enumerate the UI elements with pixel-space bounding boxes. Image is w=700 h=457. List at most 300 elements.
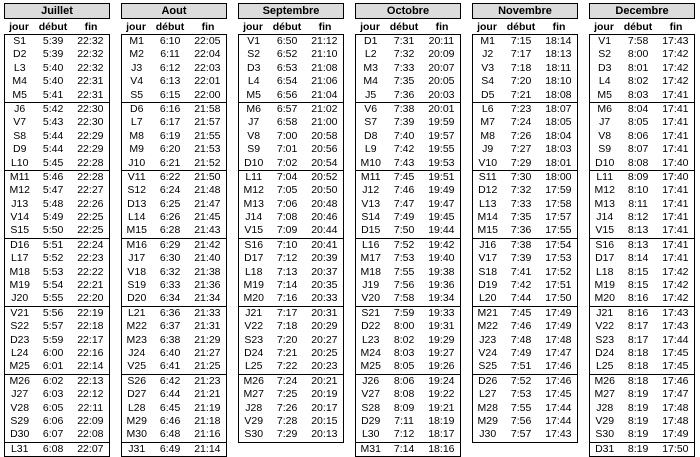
- start-time-cell: 8:06: [393, 374, 415, 387]
- start-time-cell: 6:42: [159, 374, 181, 387]
- day-cell: D10: [595, 156, 615, 169]
- end-time-cell: 17:43: [545, 428, 572, 441]
- table-row: [122, 292, 226, 306]
- table-row: [5, 211, 109, 224]
- day-cell: S4: [481, 75, 495, 88]
- table-row: [356, 62, 460, 75]
- end-time-cell: 17:50: [545, 292, 572, 305]
- day-cell: M27: [243, 388, 264, 401]
- start-time-cell: 7:32: [393, 48, 415, 61]
- day-cell: L16: [361, 238, 380, 251]
- table-row: [590, 307, 694, 320]
- day-cell: V3: [481, 61, 495, 74]
- day-cell: L25: [244, 360, 263, 373]
- table-row: [5, 292, 109, 306]
- start-time-cell: 6:40: [159, 346, 181, 359]
- day-cell: S11: [478, 170, 497, 183]
- day-cell: L13: [478, 197, 497, 210]
- day-cell: M18: [360, 265, 381, 278]
- table-row: [5, 130, 109, 143]
- start-time-cell: 7:27: [510, 143, 532, 156]
- end-time-cell: 22:19: [77, 306, 104, 319]
- day-cell: V4: [130, 75, 144, 88]
- end-time-cell: 17:41: [662, 252, 689, 265]
- table-row: [473, 171, 577, 184]
- end-time-cell: 19:24: [428, 374, 455, 387]
- day-cell: L2: [364, 48, 377, 61]
- day-cell: D8: [364, 129, 378, 142]
- day-cell: D2: [13, 48, 27, 61]
- start-time-cell: 8:03: [393, 346, 415, 359]
- day-cell: V1: [247, 35, 261, 47]
- day-cell: L18: [595, 265, 614, 278]
- end-time-cell: 22:30: [77, 116, 104, 129]
- day-cell: M12: [243, 184, 264, 197]
- start-time-cell: 7:21: [510, 88, 532, 101]
- start-time-cell: 5:44: [42, 129, 64, 142]
- table-row: [590, 239, 694, 252]
- month-table: [238, 34, 344, 443]
- start-time-cell: 8:13: [627, 238, 649, 251]
- table-row: [239, 143, 343, 156]
- table-row: [239, 103, 343, 116]
- end-time-cell: 20:58: [311, 129, 338, 142]
- end-time-cell: 19:57: [428, 129, 455, 142]
- day-cell: V24: [478, 346, 498, 359]
- table-row: [5, 75, 109, 88]
- table-row: [239, 198, 343, 211]
- day-cell: M13: [243, 197, 264, 210]
- day-cell: M5: [246, 88, 262, 101]
- start-time-cell: 7:56: [510, 414, 532, 427]
- table-row: [356, 157, 460, 171]
- start-time-cell: 7:14: [393, 442, 415, 455]
- day-cell: L27: [478, 388, 497, 401]
- day-cell: J31: [128, 442, 146, 455]
- start-time-cell: 7:16: [276, 292, 298, 305]
- day-cell: D17: [244, 252, 264, 265]
- end-time-cell: 22:08: [77, 428, 104, 441]
- start-time-cell: 6:22: [159, 170, 181, 183]
- header-debut: début: [623, 21, 653, 33]
- month-novembre: [472, 3, 578, 443]
- table-row: [122, 75, 226, 88]
- day-cell: S21: [361, 306, 381, 319]
- start-time-cell: 7:47: [393, 197, 415, 210]
- day-cell: L11: [596, 170, 614, 183]
- day-cell: M26: [9, 374, 30, 387]
- day-cell: D6: [130, 102, 144, 115]
- end-time-cell: 19:29: [428, 333, 455, 346]
- end-time-cell: 21:48: [194, 184, 221, 197]
- end-time-cell: 19:38: [428, 265, 455, 278]
- start-time-cell: 6:32: [159, 265, 181, 278]
- start-time-cell: 6:12: [159, 61, 181, 74]
- day-cell: M23: [126, 333, 147, 346]
- start-time-cell: 6:49: [159, 442, 181, 455]
- end-time-cell: 22:28: [77, 156, 104, 169]
- day-cell: M22: [126, 320, 147, 333]
- table-row: [590, 157, 694, 171]
- table-row: [5, 402, 109, 415]
- table-row: [590, 116, 694, 129]
- table-row: [5, 388, 109, 401]
- start-time-cell: 7:33: [393, 61, 415, 74]
- table-row: [239, 239, 343, 252]
- end-time-cell: 17:57: [545, 211, 572, 224]
- header-debut: début: [506, 21, 536, 33]
- end-time-cell: 21:40: [194, 252, 221, 265]
- day-cell: J28: [596, 401, 614, 414]
- end-time-cell: 21:43: [194, 224, 221, 237]
- table-row: [590, 402, 694, 415]
- start-time-cell: 6:54: [276, 75, 298, 88]
- end-time-cell: 20:39: [311, 252, 338, 265]
- table-row: [356, 103, 460, 116]
- start-time-cell: 7:51: [510, 360, 532, 373]
- start-time-cell: 6:25: [159, 197, 181, 210]
- table-row: [590, 224, 694, 238]
- day-cell: M17: [360, 252, 381, 265]
- day-cell: J6: [14, 102, 26, 115]
- end-time-cell: 17:49: [545, 306, 572, 319]
- end-time-cell: 20:44: [311, 224, 338, 237]
- start-time-cell: 6:21: [159, 156, 181, 169]
- day-cell: D30: [10, 428, 30, 441]
- day-cell: S1: [13, 35, 27, 47]
- end-time-cell: 17:41: [662, 143, 689, 156]
- table-row: [473, 279, 577, 292]
- start-time-cell: 7:49: [393, 211, 415, 224]
- end-time-cell: 18:00: [545, 170, 572, 183]
- day-cell: S22: [10, 320, 30, 333]
- end-time-cell: 22:27: [77, 184, 104, 197]
- table-row: [473, 143, 577, 156]
- end-time-cell: 18:01: [545, 156, 572, 169]
- start-time-cell: 7:24: [510, 116, 532, 129]
- table-row: [473, 402, 577, 415]
- end-time-cell: 20:41: [311, 238, 338, 251]
- table-row: [5, 279, 109, 292]
- start-time-cell: 5:49: [42, 211, 64, 224]
- end-time-cell: 18:03: [545, 143, 572, 156]
- table-row: [590, 415, 694, 428]
- day-cell: L6: [481, 102, 494, 115]
- table-row: [356, 224, 460, 238]
- table-row: [473, 252, 577, 265]
- day-cell: M11: [360, 170, 381, 183]
- table-row: [356, 198, 460, 211]
- end-time-cell: 18:16: [428, 442, 455, 455]
- end-time-cell: 17:41: [662, 211, 689, 224]
- start-time-cell: 7:02: [276, 156, 298, 169]
- end-time-cell: 22:16: [77, 346, 104, 359]
- start-time-cell: 7:14: [276, 279, 298, 292]
- table-row: [239, 62, 343, 75]
- start-time-cell: 5:45: [42, 156, 64, 169]
- start-time-cell: 7:39: [510, 252, 532, 265]
- start-time-cell: 7:05: [276, 184, 298, 197]
- table-row: [473, 320, 577, 333]
- day-cell: V1: [598, 35, 612, 47]
- table-row: [122, 334, 226, 347]
- start-time-cell: 5:40: [42, 75, 64, 88]
- table-row: [356, 320, 460, 333]
- start-time-cell: 8:07: [627, 143, 649, 156]
- table-row: [239, 171, 343, 184]
- end-time-cell: 22:23: [77, 252, 104, 265]
- end-time-cell: 22:25: [77, 224, 104, 237]
- start-time-cell: 8:03: [627, 88, 649, 101]
- end-time-cell: 18:10: [545, 75, 572, 88]
- start-time-cell: 7:22: [276, 360, 298, 373]
- end-time-cell: 17:42: [662, 292, 689, 305]
- day-cell: M15: [126, 224, 147, 237]
- table-row: [356, 75, 460, 88]
- start-time-cell: 7:10: [276, 238, 298, 251]
- day-cell: L18: [244, 265, 263, 278]
- end-time-cell: 17:42: [662, 279, 689, 292]
- end-time-cell: 18:05: [545, 116, 572, 129]
- day-cell: J7: [599, 116, 611, 129]
- table-row: [239, 116, 343, 129]
- day-cell: M8: [129, 129, 145, 142]
- table-row: [5, 157, 109, 171]
- start-time-cell: 8:18: [627, 346, 649, 359]
- day-cell: J13: [11, 197, 29, 210]
- day-cell: L3: [13, 61, 26, 74]
- day-cell: L28: [127, 401, 146, 414]
- start-time-cell: 8:00: [393, 320, 415, 333]
- day-cell: L14: [127, 211, 146, 224]
- end-time-cell: 17:44: [545, 401, 572, 414]
- start-time-cell: 6:33: [159, 279, 181, 292]
- start-time-cell: 7:09: [276, 224, 298, 237]
- month-table: [355, 34, 461, 457]
- end-time-cell: 21:14: [194, 442, 221, 455]
- end-time-cell: 22:00: [194, 88, 221, 101]
- start-time-cell: 6:50: [276, 35, 298, 47]
- start-time-cell: 7:42: [510, 279, 532, 292]
- start-time-cell: 7:33: [510, 197, 532, 210]
- start-time-cell: 7:55: [393, 265, 415, 278]
- column-headers: [355, 21, 461, 34]
- end-time-cell: 21:21: [194, 388, 221, 401]
- start-time-cell: 6:37: [159, 320, 181, 333]
- table-row: [122, 157, 226, 171]
- start-time-cell: 6:13: [159, 75, 181, 88]
- end-time-cell: 17:48: [662, 414, 689, 427]
- end-time-cell: 21:06: [311, 75, 338, 88]
- end-time-cell: 21:53: [194, 143, 221, 156]
- day-cell: J27: [11, 388, 29, 401]
- end-time-cell: 22:32: [77, 61, 104, 74]
- table-row: [122, 320, 226, 333]
- end-time-cell: 17:44: [662, 333, 689, 346]
- table-row: [356, 443, 460, 456]
- start-time-cell: 7:08: [276, 211, 298, 224]
- start-time-cell: 5:48: [42, 197, 64, 210]
- day-cell: J19: [362, 279, 380, 292]
- start-time-cell: 5:55: [42, 292, 64, 305]
- end-time-cell: 21:02: [311, 102, 338, 115]
- table-row: [5, 266, 109, 279]
- table-row: [473, 415, 577, 428]
- start-time-cell: 7:41: [510, 265, 532, 278]
- table-row: [590, 266, 694, 279]
- column-headers: [589, 21, 695, 34]
- day-cell: V7: [13, 116, 27, 129]
- table-row: [239, 428, 343, 441]
- end-time-cell: 22:26: [77, 197, 104, 210]
- header-jour: jour: [9, 21, 29, 33]
- end-time-cell: 19:44: [428, 224, 455, 237]
- table-row: [473, 375, 577, 388]
- end-time-cell: 22:14: [77, 360, 104, 373]
- header-jour: jour: [126, 21, 146, 33]
- end-time-cell: 17:47: [662, 388, 689, 401]
- start-time-cell: 7:46: [393, 184, 415, 197]
- header-fin: fin: [552, 21, 566, 33]
- table-row: [590, 320, 694, 333]
- end-time-cell: 19:53: [428, 156, 455, 169]
- start-time-cell: 8:15: [627, 279, 649, 292]
- day-cell: D3: [247, 61, 261, 74]
- table-row: [356, 428, 460, 442]
- start-time-cell: 5:59: [42, 333, 64, 346]
- table-row: [590, 334, 694, 347]
- day-cell: S9: [247, 143, 261, 156]
- start-time-cell: 7:04: [276, 170, 298, 183]
- start-time-cell: 7:12: [276, 252, 298, 265]
- end-time-cell: 20:05: [428, 75, 455, 88]
- table-row: [590, 292, 694, 306]
- table-row: [5, 239, 109, 252]
- end-time-cell: 20:15: [311, 414, 338, 427]
- day-cell: D16: [10, 238, 30, 251]
- day-cell: S23: [595, 333, 615, 346]
- end-time-cell: 17:49: [662, 428, 689, 441]
- start-time-cell: 7:45: [510, 306, 532, 319]
- end-time-cell: 17:46: [545, 374, 572, 387]
- table-row: [5, 307, 109, 320]
- end-time-cell: 17:46: [545, 360, 572, 373]
- table-row: [590, 347, 694, 360]
- day-cell: M18: [9, 265, 30, 278]
- day-cell: M13: [594, 197, 615, 210]
- start-time-cell: 6:20: [159, 143, 181, 156]
- end-time-cell: 19:59: [428, 116, 455, 129]
- month-title: Septembre: [238, 3, 344, 19]
- day-cell: L21: [127, 306, 146, 319]
- end-time-cell: 19:21: [428, 401, 455, 414]
- start-time-cell: 8:09: [393, 401, 415, 414]
- end-time-cell: 22:32: [77, 48, 104, 61]
- start-time-cell: 5:56: [42, 306, 64, 319]
- end-time-cell: 19:45: [428, 211, 455, 224]
- month-decembre: [589, 3, 695, 457]
- day-cell: M7: [480, 116, 496, 129]
- table-row: [122, 35, 226, 48]
- day-cell: D17: [595, 252, 615, 265]
- end-time-cell: 19:40: [428, 252, 455, 265]
- month-juillet: [4, 3, 110, 457]
- start-time-cell: 8:05: [627, 116, 649, 129]
- start-time-cell: 8:11: [628, 197, 648, 210]
- day-cell: M8: [480, 129, 496, 142]
- month-septembre: [238, 3, 344, 443]
- table-row: [473, 116, 577, 129]
- start-time-cell: 8:13: [627, 224, 649, 237]
- day-cell: M5: [597, 88, 613, 101]
- end-time-cell: 20:13: [311, 428, 338, 441]
- start-time-cell: 7:39: [393, 116, 415, 129]
- header-jour: jour: [477, 21, 497, 33]
- end-time-cell: 21:00: [311, 116, 338, 129]
- end-time-cell: 22:29: [77, 129, 104, 142]
- end-time-cell: 18:17: [428, 428, 455, 441]
- start-time-cell: 7:38: [393, 102, 415, 115]
- table-row: [473, 211, 577, 224]
- table-row: [590, 130, 694, 143]
- start-time-cell: 6:06: [42, 414, 64, 427]
- table-row: [122, 103, 226, 116]
- month-title: Juillet: [4, 3, 110, 19]
- table-row: [5, 116, 109, 129]
- table-row: [239, 375, 343, 388]
- start-time-cell: 5:41: [42, 88, 64, 101]
- day-cell: J7: [248, 116, 260, 129]
- start-time-cell: 6:34: [159, 292, 181, 305]
- day-cell: V22: [244, 320, 264, 333]
- end-time-cell: 21:08: [311, 61, 338, 74]
- start-time-cell: 8:05: [393, 360, 415, 373]
- day-cell: D3: [598, 61, 612, 74]
- day-cell: S18: [478, 265, 498, 278]
- day-cell: M12: [594, 184, 615, 197]
- day-cell: M15: [477, 224, 498, 237]
- start-time-cell: 5:53: [42, 265, 64, 278]
- day-cell: J17: [128, 252, 146, 265]
- end-time-cell: 19:26: [428, 360, 455, 373]
- start-time-cell: 7:01: [276, 143, 298, 156]
- day-cell: V29: [244, 414, 264, 427]
- month-table: [472, 34, 578, 443]
- day-cell: M1: [480, 35, 496, 47]
- end-time-cell: 17:51: [545, 279, 572, 292]
- header-debut: début: [155, 21, 185, 33]
- day-cell: M24: [360, 346, 381, 359]
- start-time-cell: 6:17: [159, 116, 181, 129]
- day-cell: J14: [596, 211, 614, 224]
- end-time-cell: 17:45: [545, 388, 572, 401]
- table-row: [356, 211, 460, 224]
- start-time-cell: 7:26: [276, 401, 298, 414]
- end-time-cell: 22:25: [77, 211, 104, 224]
- start-time-cell: 7:23: [510, 102, 532, 115]
- end-time-cell: 20:33: [311, 292, 338, 305]
- start-time-cell: 7:25: [276, 388, 298, 401]
- start-time-cell: 8:01: [627, 61, 649, 74]
- table-row: [122, 89, 226, 103]
- header-debut: début: [38, 21, 68, 33]
- end-time-cell: 17:42: [662, 61, 689, 74]
- day-cell: M12: [9, 184, 30, 197]
- day-cell: V14: [10, 211, 30, 224]
- start-time-cell: 6:36: [159, 306, 181, 319]
- start-time-cell: 7:13: [276, 265, 298, 278]
- start-time-cell: 7:32: [510, 184, 532, 197]
